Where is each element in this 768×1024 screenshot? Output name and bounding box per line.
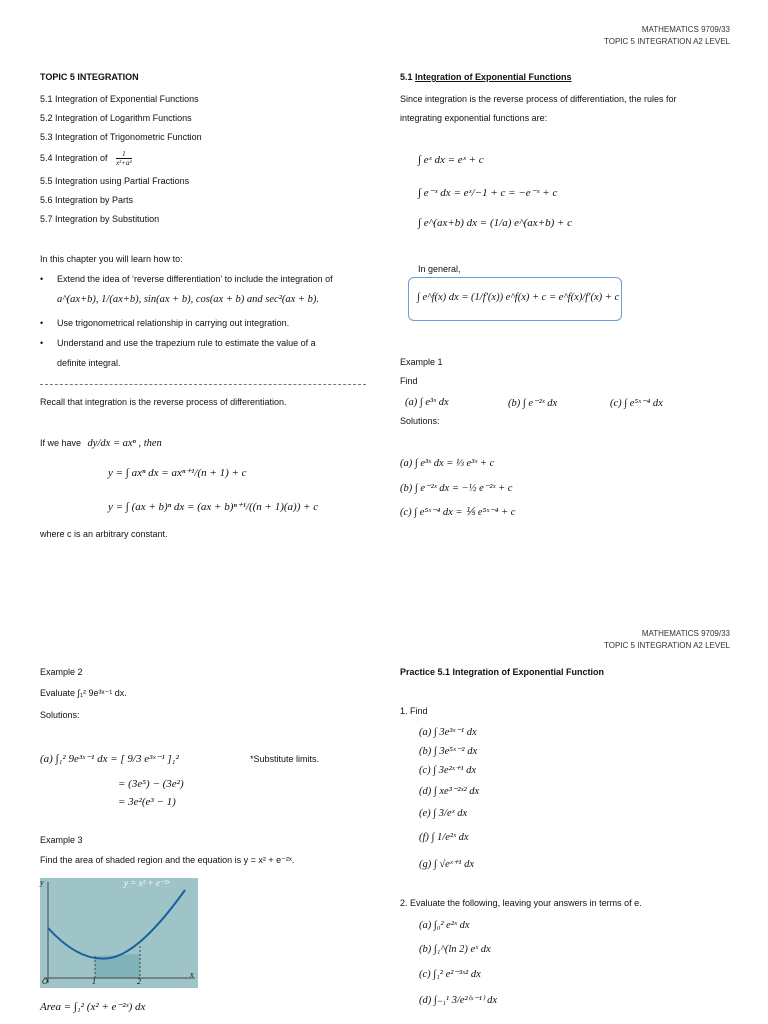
example-1-part-b: (b) ∫ e⁻²ˣ dx: [508, 398, 558, 409]
toc-fraction: $\frac{1}{\text{x²+a²}}$: [116, 150, 132, 167]
area-graph-svg: [40, 878, 198, 988]
curve: [48, 890, 185, 959]
question-2: 2. Evaluate the following, leaving your answers in terms of e.: [400, 898, 642, 908]
equation-2: y = ∫ (ax + b)ⁿ dx = (ax + b)ⁿ⁺¹/((n + 1)(a)) + c: [108, 501, 319, 513]
example-1-title: Example 1: [400, 357, 443, 367]
toc-item-5-5: 5.5 Integration using Partial Fractions: [40, 176, 190, 186]
bullet-3: • Understand and use the trapezium rule to estimate the value of a: [40, 338, 316, 348]
shaded-region: [95, 954, 140, 978]
intro-line-2: integrating exponential functions are:: [400, 113, 548, 123]
example-1-part-a: (a) ∫ e³ˣ dx: [405, 397, 449, 408]
toc-item-5-2: 5.2 Integration of Logarithm Functions: [40, 113, 192, 123]
toc-item-5-6: 5.6 Integration by Parts: [40, 195, 134, 205]
example-3-question: Find the area of shaded region and the equation is y = x² + e⁻²ˣ.: [40, 855, 295, 865]
bullet-1: • Extend the idea of ‘reverse differentiation’ to include the integration of: [40, 274, 333, 284]
toc-item-5-3: 5.3 Integration of Trigonometric Function: [40, 132, 202, 142]
example-2-title: Example 2: [40, 667, 83, 677]
graph-equation-label: y = x² + e⁻²ˣ: [124, 878, 170, 888]
intro-line-1: Since integration is the reverse process of differentiation, the rules for: [400, 94, 677, 104]
q2-part-b: (b) ∫₁^(ln 2) eˣ dx: [419, 944, 491, 955]
answer-a: (a) ∫ e³ˣ dx = ⅓ e³ˣ + c: [400, 458, 495, 469]
q1-part-e: (e) ∫ 3/eˣ dx: [419, 808, 468, 819]
q1-part-c: (c) ∫ 3e²ˣ⁺¹ dx: [419, 765, 477, 776]
answer-b: (b) ∫ e⁻²ˣ dx = −½ e⁻²ˣ + c: [400, 483, 513, 494]
rule-2: ∫ e⁻ˣ dx = eˣ/−1 + c = −e⁻ˣ + c: [418, 187, 558, 199]
page2-header: MATHEMATICS 9709/33 TOPIC 5 INTEGRATION A2 LEVEL: [604, 629, 730, 650]
example-2-step-1: (a) ∫₁² 9e³ˣ⁻¹ dx = [ 9/3 e³ˣ⁻¹ ]₁²: [40, 753, 179, 765]
example-3-title: Example 3: [40, 835, 83, 845]
q1-part-f: (f) ∫ 1/e²ˣ dx: [419, 832, 469, 843]
graph-y-label: y: [40, 878, 44, 887]
where-constant: where c is an arbitrary constant.: [40, 529, 168, 539]
toc-item-5-1: 5.1 Integration of Exponential Functions: [40, 94, 199, 104]
topic-title: TOPIC 5 INTEGRATION: [40, 72, 139, 82]
q2-part-a: (a) ∫₀² e²ˣ dx: [419, 920, 470, 931]
general-formula-box: [408, 277, 622, 321]
recall-text: Recall that integration is the reverse process of differentiation.: [40, 397, 287, 407]
example-2-evaluate: Evaluate ∫₁² 9e³ˣ⁻¹ dx.: [40, 688, 127, 698]
q1-part-d: (d) ∫ xe³⁻²ˣ² dx: [419, 786, 480, 797]
q1-part-a: (a) ∫ 3e³ˣ⁻¹ dx: [419, 727, 477, 738]
q2-part-c: (c) ∫₁² e²⁻³ˣ² dx: [419, 969, 481, 980]
graph-tick-1: 1: [92, 977, 96, 986]
graph-origin: O: [42, 977, 48, 986]
bullet-1-math: a^(ax+b), 1/(ax+b), sin(ax + b), cos(ax + b) and sec²(ax + b).: [57, 294, 319, 305]
toc-item-5-7: 5.7 Integration by Substitution: [40, 214, 160, 224]
bullet-2: • Use trigonometrical relationship in carrying out integration.: [40, 318, 290, 328]
in-general: In general,: [418, 264, 461, 274]
page1-header: MATHEMATICS 9709/33 TOPIC 5 INTEGRATION A2 LEVEL: [604, 25, 730, 46]
rule-3: ∫ e^(ax+b) dx = (1/a) e^(ax+b) + c: [418, 217, 573, 229]
q1-part-g: (g) ∫ √eˣ⁺¹ dx: [419, 859, 474, 870]
q2-part-d: (d) ∫₋₁¹ 3/e²⁽ˣ⁻¹⁾ dx: [419, 995, 498, 1006]
example-2-step-3: = 3e²(e³ − 1): [118, 796, 176, 808]
q1-part-b: (b) ∫ 3e⁵ˣ⁻² dx: [419, 746, 478, 757]
example-2-step-2: = (3e⁵) − (3e²): [118, 778, 184, 790]
example-1-solutions: Solutions:: [400, 416, 440, 426]
bullet-3-cont: definite integral.: [57, 358, 121, 368]
divider: [40, 384, 366, 385]
general-formula: ∫ e^f(x) dx = (1/f′(x)) e^f(x) + c = e^f(x)/f′(x) + c: [417, 292, 620, 303]
graph-x-label: x: [190, 970, 194, 979]
question-1: 1. Find: [400, 706, 428, 716]
example-2-solutions: Solutions:: [40, 710, 80, 720]
rule-1: ∫ eˣ dx = eˣ + c: [418, 154, 484, 166]
area-graph: [40, 878, 198, 988]
example-1-find: Find: [400, 376, 418, 386]
if-we-have: If we have dy/dx = axⁿ , then: [40, 438, 162, 449]
learn-intro: In this chapter you will learn how to:: [40, 254, 183, 264]
toc-item-5-4: 5.4 Integration of $\frac{1}{\text{x²+a²}}$: [40, 150, 132, 167]
bullet-dot: •: [40, 274, 44, 284]
practice-title: Practice 5.1 Integration of Exponential Function: [400, 667, 605, 677]
graph-tick-2: 2: [137, 977, 141, 986]
substitute-note: *Substitute limits.: [250, 754, 320, 764]
area-formula: Area = ∫₁² (x² + e⁻²ˣ) dx: [40, 1001, 146, 1013]
example-1-part-c: (c) ∫ e⁵ˣ⁻⁴ dx: [610, 398, 663, 409]
section-title: 5.1 Integration of Exponential Functions: [400, 72, 572, 82]
equation-1: y = ∫ axⁿ dx = axⁿ⁺¹/(n + 1) + c: [108, 467, 247, 479]
answer-c: (c) ∫ e⁵ˣ⁻⁴ dx = ⅕ e⁵ˣ⁻⁴ + c: [400, 507, 516, 518]
